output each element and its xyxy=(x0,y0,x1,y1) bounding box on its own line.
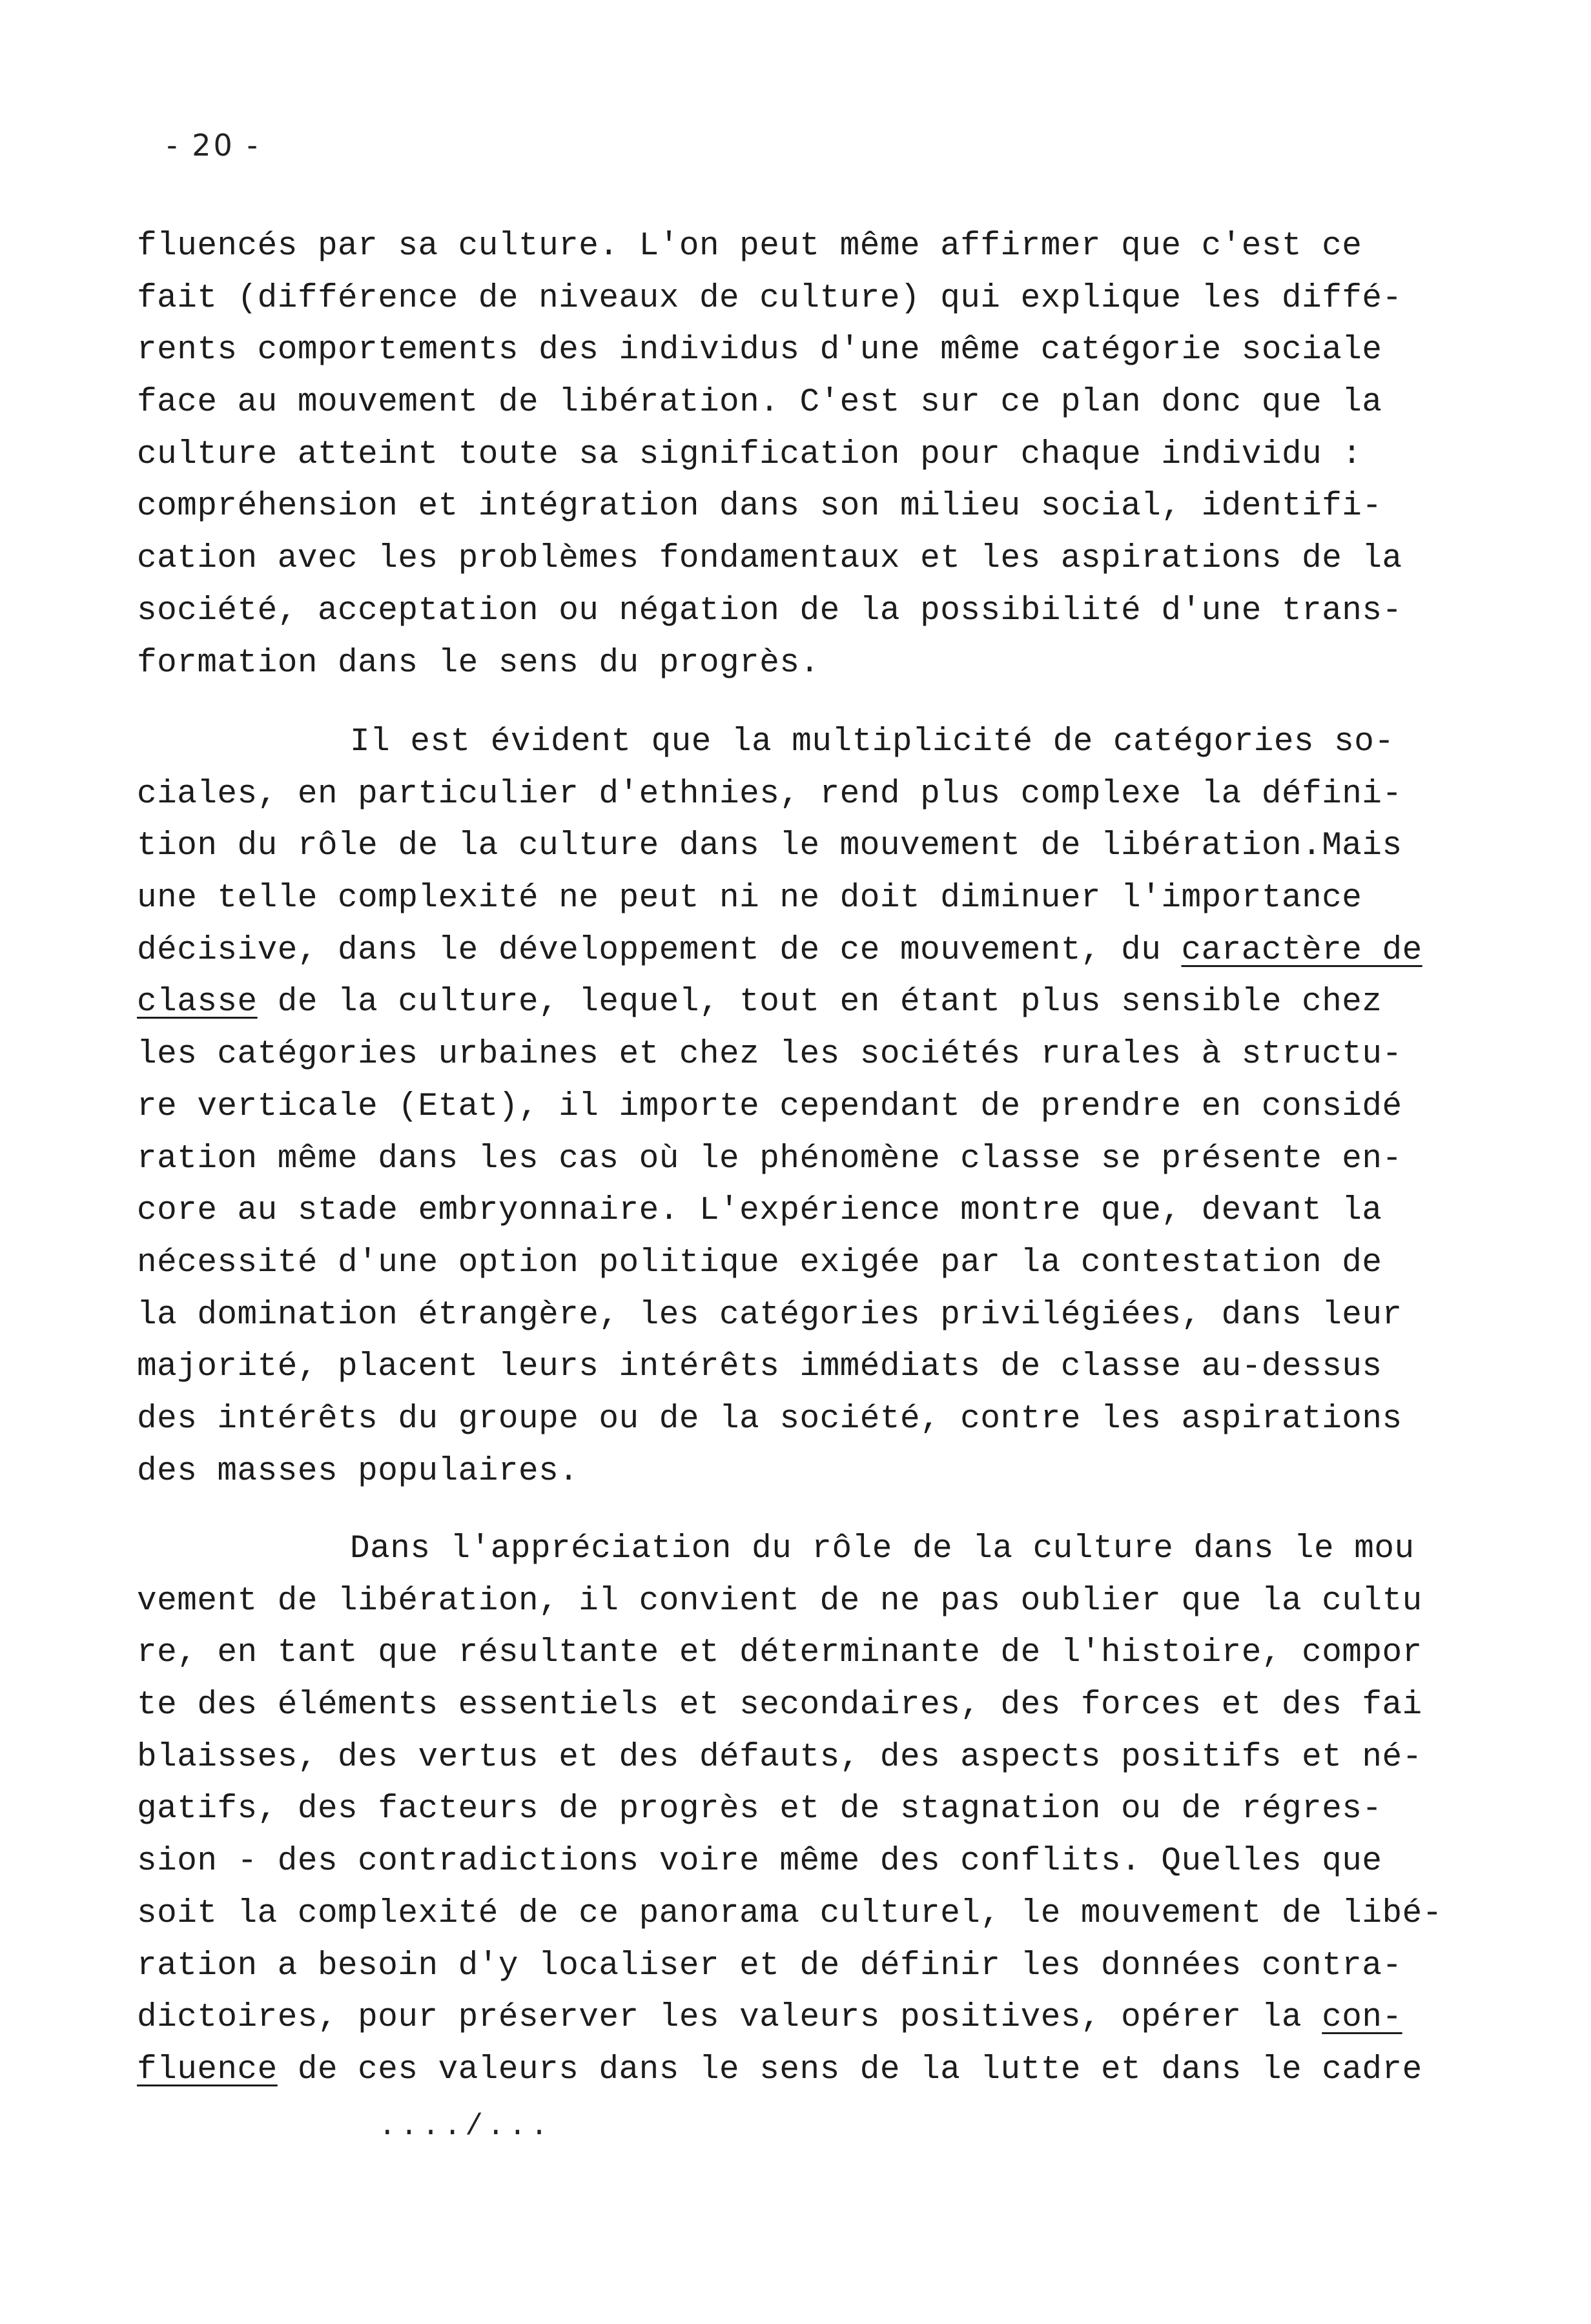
paragraph-2 xyxy=(137,717,1435,1498)
text-line xyxy=(137,2044,1435,2097)
page-number: - 20 - xyxy=(167,128,260,163)
text-line: sion - des contradictions voire même des conflits. Quelles que xyxy=(137,1843,1382,1881)
paragraph-1 xyxy=(137,221,1435,689)
text-line: blaisses, des vertus et des défauts, des aspects positifs et né- xyxy=(137,1738,1422,1776)
text-line: culture atteint toute sa signification pour chaque individu : xyxy=(137,436,1362,473)
underlined-phrase: fluence xyxy=(137,2051,278,2088)
text-segment: dictoires, pour préserver les valeurs positives, opérer la xyxy=(137,1999,1322,2037)
text-line xyxy=(137,1992,1435,2044)
underlined-phrase: caractère de xyxy=(1181,932,1422,969)
underlined-phrase: con- xyxy=(1322,1999,1402,2037)
text-line: soit la complexité de ce panorama culturel, le mouvement de libé- xyxy=(137,1895,1442,1932)
text-line: tion du rôle de la culture dans le mouvement de libération.Mais xyxy=(137,828,1402,865)
paragraph-3 xyxy=(137,1524,1442,2097)
text-line: rents comportements des individus d'une même catégorie sociale xyxy=(137,332,1382,369)
text-line: vement de libération, il convient de ne pas oublier que la cultu xyxy=(137,1582,1422,1620)
text-line: société, acceptation ou négation de la possibilité d'une trans- xyxy=(137,592,1402,629)
text-line: ration même dans les cas où le phénomène classe se présente en- xyxy=(137,1140,1402,1177)
text-line: nécessité d'une option politique exigée par la contestation de xyxy=(137,1244,1382,1281)
text-line: majorité, placent leurs intérêts immédiats de classe au-dessus xyxy=(137,1349,1382,1386)
underlined-phrase: classe xyxy=(137,984,258,1021)
text-line: fait (différence de niveaux de culture) qui explique les diffé- xyxy=(137,280,1402,317)
text-line: core au stade embryonnaire. L'expérience montre que, devant la xyxy=(137,1192,1382,1230)
text-segment: décisive, dans le développement de ce mouvement, du xyxy=(137,932,1182,969)
text-line: te des éléments essentiels et secondaires, des forces et des fai xyxy=(137,1687,1422,1724)
text-line: face au mouvement de libération. C'est sur ce plan donc que la xyxy=(137,384,1382,422)
text-line: ration a besoin d'y localiser et de définir les données contra- xyxy=(137,1947,1402,1984)
text-line: re, en tant que résultante et déterminante de l'histoire, compor xyxy=(137,1635,1422,1672)
text-line: formation dans le sens du progrès. xyxy=(137,644,820,682)
text-line: fluencés par sa culture. L'on peut même affirmer que c'est ce xyxy=(137,228,1362,265)
text-segment: de la culture, lequel, tout en étant plus sensible chez xyxy=(257,984,1382,1021)
text-line: des intérêts du groupe ou de la société, contre les aspirations xyxy=(137,1400,1402,1438)
text-line: une telle complexité ne peut ni ne doit diminuer l'importance xyxy=(137,880,1362,917)
text-line xyxy=(137,977,1435,1029)
text-line: des masses populaires. xyxy=(137,1452,579,1490)
text-line xyxy=(137,925,1435,977)
text-line: ciales, en particulier d'ethnies, rend plus complexe la défini- xyxy=(137,775,1402,813)
text-line: Il est évident que la multiplicité de catégories so- xyxy=(350,724,1395,760)
text-line: compréhension et intégration dans son milieu social, identifi- xyxy=(137,488,1382,525)
text-line: gatifs, des facteurs de progrès et de stagnation ou de régres- xyxy=(137,1791,1382,1828)
text-segment: de ces valeurs dans le sens de la lutte et dans le cadre xyxy=(277,2051,1422,2088)
text-line: la domination étrangère, les catégories privilégiées, dans leur xyxy=(137,1296,1402,1334)
text-line: les catégories urbaines et chez les sociétés rurales à structu- xyxy=(137,1036,1402,1074)
text-line: re verticale (Etat), il importe cependant de prendre en considé xyxy=(137,1088,1402,1125)
continuation-mark: ..../... xyxy=(378,2110,552,2143)
text-line: Dans l'appréciation du rôle de la culture dans le mou xyxy=(350,1531,1415,1567)
text-line: cation avec les problèmes fondamentaux et les aspirations de la xyxy=(137,540,1402,578)
